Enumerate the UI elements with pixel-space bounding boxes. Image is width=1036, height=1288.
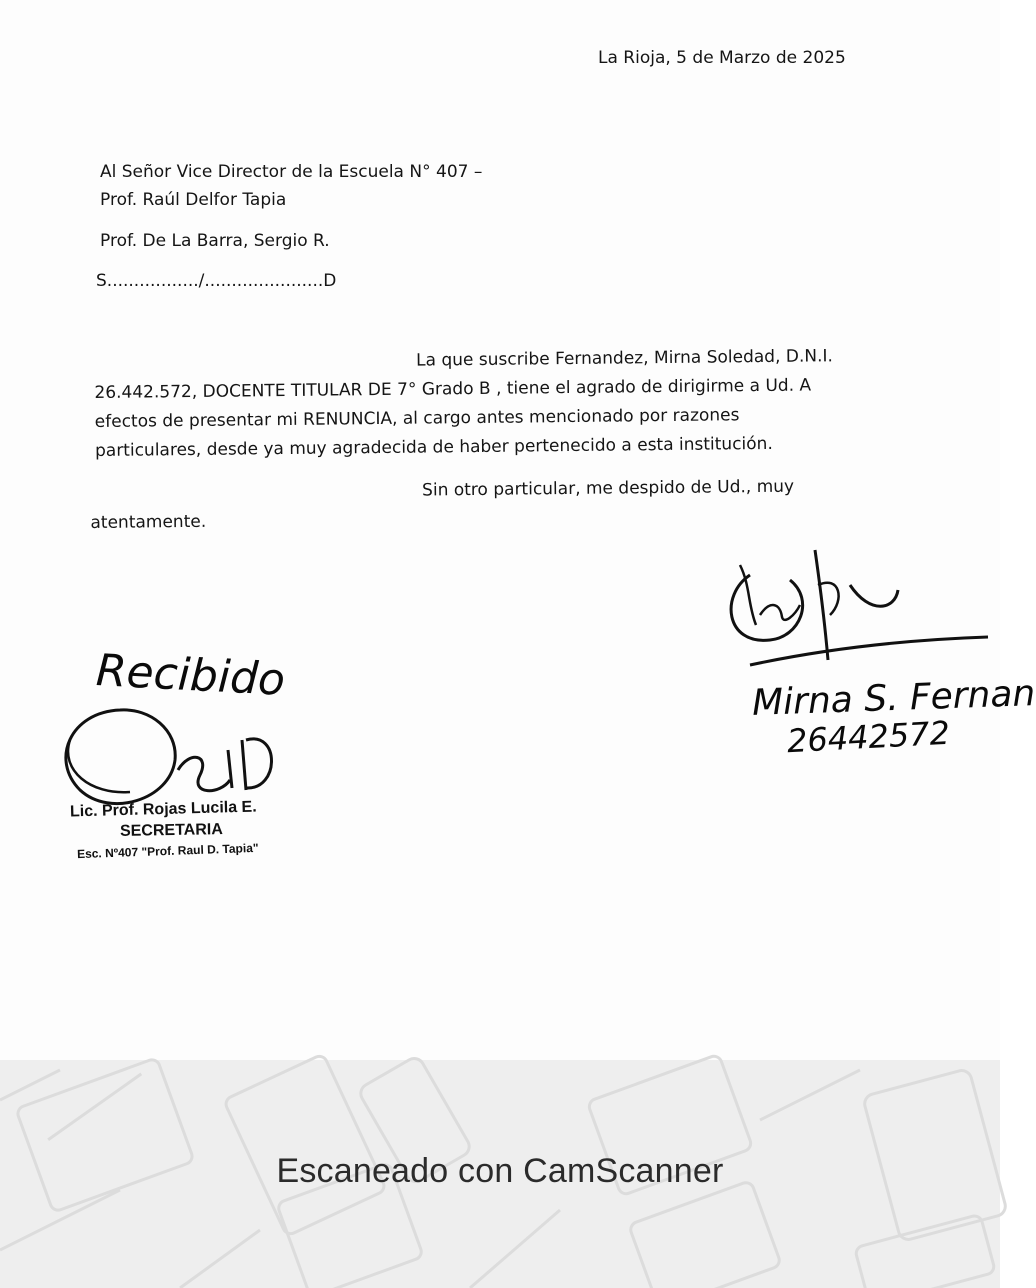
closing-paragraph bbox=[90, 473, 795, 538]
body-paragraph bbox=[94, 342, 834, 466]
signature-handwritten-id: 26442572 bbox=[786, 713, 951, 761]
recipient-line-1: Al Señor Vice Director de la Escuela N° 407 – bbox=[100, 162, 483, 182]
body-line-1: La que suscribe Fernandez, Mirna Soledad, D.N.I. bbox=[416, 346, 833, 371]
body-line-3: efectos de presentar mi RENUNCIA, al cargo antes mencionado por razones bbox=[94, 405, 740, 432]
attention-line: Prof. De La Barra, Sergio R. bbox=[100, 231, 330, 251]
stamp-name: Lic. Prof. Rojas Lucila E. bbox=[69, 798, 257, 821]
closing-line-2: atentamente. bbox=[90, 511, 207, 533]
salutation-line: S................./......................D bbox=[96, 271, 337, 291]
body-line-4: particulares, desde ya muy agradecida de haber pertenecido a esta institución. bbox=[94, 433, 773, 461]
body-line-2: 26.442.572, DOCENTE TITULAR DE 7° Grado B , tiene el agrado de dirigirme a Ud. A bbox=[94, 375, 812, 403]
stamp-role: SECRETARIA bbox=[119, 821, 223, 840]
camscanner-label: Escaneado con CamScanner bbox=[276, 1152, 724, 1190]
recipient-line-2: Prof. Raúl Delfor Tapia bbox=[100, 190, 287, 210]
signature-scribble-icon bbox=[720, 545, 990, 675]
signature-handwritten-name: Mirna S. Fernan bbox=[751, 673, 1036, 724]
date-line: La Rioja, 5 de Marzo de 2025 bbox=[598, 48, 846, 68]
received-handwritten-note: Recibido bbox=[94, 645, 287, 706]
stamp-school: Esc. Nº407 "Prof. Raul D. Tapia" bbox=[76, 840, 259, 862]
closing-line-1: Sin otro particular, me despido de Ud., muy bbox=[422, 476, 795, 501]
